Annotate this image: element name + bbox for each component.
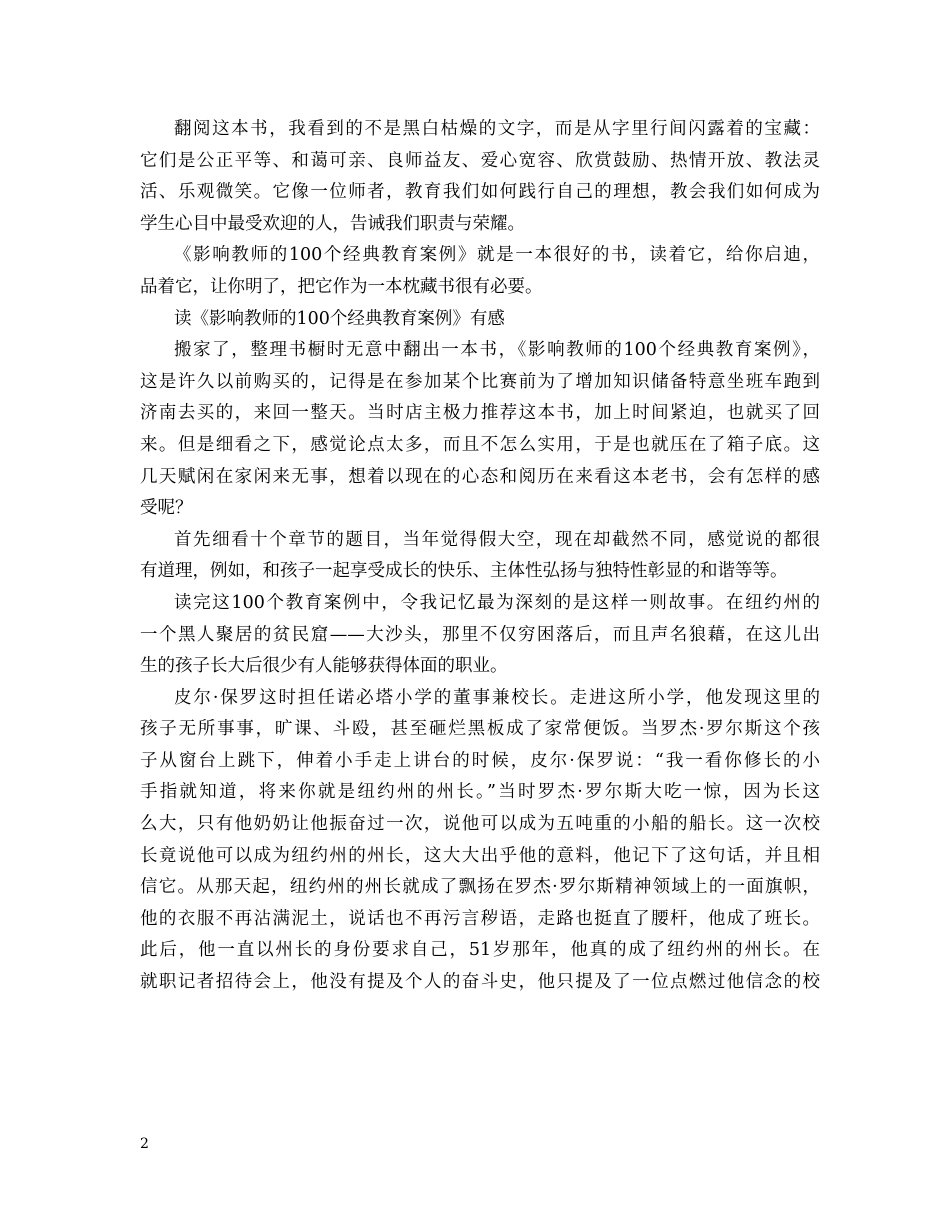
text-line: 么大，只有他奶奶让他振奋过一次，说他可以成为五吨重的小船的船长。这一次校 [140, 814, 820, 835]
text-line: 子从窗台上跳下，伸着小手走上讲台的时候，皮尔·保罗说：“我一看你修长的小 [140, 750, 820, 771]
paragraph [140, 683, 820, 999]
text-line: 来。但是细看之下，感觉论点太多，而且不怎么实用，于是也就压在了箱子底。这 [140, 434, 820, 455]
text-line: 《影响教师的100个经典教育案例》就是一本很好的书，读着它，给你启迪， [174, 245, 820, 266]
paragraph [140, 525, 820, 588]
text-line: 读完这100个教育案例中，令我记忆最为深刻的是这样一则故事。在纽约州的 [174, 592, 820, 613]
text-line: 几天赋闲在家闲来无事，想着以现在的心态和阅历在来看这本老书，会有怎样的感 [140, 466, 820, 487]
text-line: 首先细看十个章节的题目，当年觉得假大空，现在却截然不同，感觉说的都很 [174, 529, 820, 550]
text-line: 此后，他一直以州长的身份要求自己，51岁那年，他真的成了纽约州的州长。在 [140, 940, 820, 961]
text-line: 有道理，例如，和孩子一起享受成长的快乐、主体性弘扬与独特性彰显的和谐等等。 [140, 561, 788, 582]
document-body [140, 114, 820, 999]
text-line: 他的衣服不再沾满泥土，说话也不再污言秽语，走路也挺直了腰杆，他成了班长。 [140, 908, 820, 929]
text-line: 长竟说他可以成为纽约州的州长，这大大出乎他的意料，他记下了这句话，并且相 [140, 845, 820, 866]
text-line: 生的孩子长大后很少有人能够获得体面的职业。 [140, 656, 508, 677]
text-line: 受呢？ [140, 498, 193, 519]
text-line: 品着它，让你明了，把它作为一本枕藏书很有必要。 [140, 276, 543, 297]
paragraph [140, 335, 820, 525]
paragraph [140, 304, 820, 336]
text-line: 学生心目中最受欢迎的人，告诫我们职责与荣耀。 [140, 213, 525, 234]
text-line: 就职记者招待会上，他没有提及个人的奋斗史，他只提及了一位点燃过他信念的校 [140, 972, 820, 993]
text-line: 这是许久以前购买的，记得是在参加某个比赛前为了增加知识储备特意坐班车跑到 [140, 371, 820, 392]
text-line: 济南去买的，来回一整天。当时店主极力推荐这本书，加上时间紧迫，也就买了回 [140, 403, 820, 424]
text-line: 读《影响教师的100个经典教育案例》有感 [174, 308, 505, 329]
text-line: 搬家了，整理书橱时无意中翻出一本书，《影响教师的100个经典教育案例》， [174, 340, 820, 361]
paragraph [140, 588, 820, 683]
text-line: 翻阅这本书，我看到的不是黑白枯燥的文字，而是从字里行间闪露着的宝藏： [174, 119, 820, 139]
paragraph [140, 240, 820, 303]
text-line: 手指就知道，将来你就是纽约州的州长。”当时罗杰·罗尔斯大吃一惊，因为长这 [140, 782, 820, 803]
text-line: 信它。从那天起，纽约州的州长就成了飘扬在罗杰·罗尔斯精神领域上的一面旗帜， [140, 877, 820, 898]
text-line: 活、乐观微笑。它像一位师者，教育我们如何践行自己的理想，教会我们如何成为 [140, 182, 820, 203]
text-line: 它们是公正平等、和蔼可亲、良师益友、爱心宽容、欣赏鼓励、热情开放、教法灵 [140, 150, 820, 171]
page-number: 2 [140, 1136, 149, 1152]
paragraph [140, 114, 820, 240]
text-line: 皮尔·保罗这时担任诺必塔小学的董事兼校长。走进这所小学，他发现这里的 [174, 687, 820, 708]
text-line: 孩子无所事事，旷课、斗殴，甚至砸烂黑板成了家常便饭。当罗杰·罗尔斯这个孩 [140, 719, 820, 740]
text-line: 一个黑人聚居的贫民窟——大沙头，那里不仅穷困落后，而且声名狼藉，在这儿出 [140, 624, 820, 645]
